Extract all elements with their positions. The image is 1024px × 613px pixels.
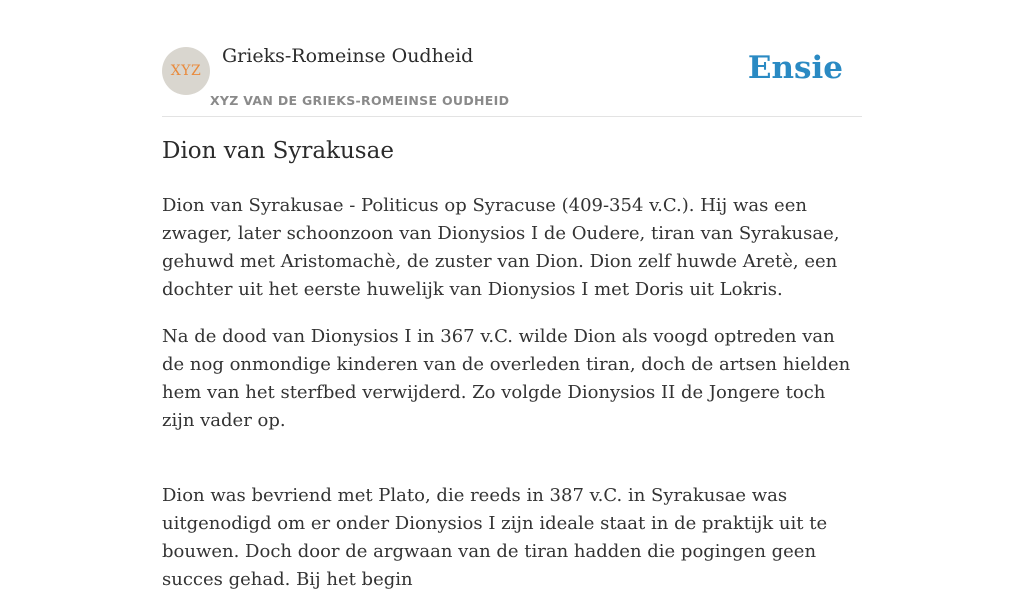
channel-header (162, 40, 862, 117)
article-paragraph: Dion van Syrakusae - Politicus op Syracuse (409-354 v.C.). Hij was een zwager, later schoonzoon van Dionysios I de Oudere, tiran van Syrakusae, gehuwd met Aristomachè, de zuster van Dion. Dion zelf huwde Aretè, een dochter uit het eerste huwelijk van Dionysios I met Doris uit Lokris. (162, 195, 840, 300)
brand-logo[interactable]: Ensie (747, 50, 843, 86)
article-paragraph: Dion was bevriend met Plato, die reeds in 387 v.C. in Syrakusae was uitgenodigd om er onder Dionysios I zijn ideale staat in de praktijk uit te bouwen. Doch door de argwaan van de tiran hadden die pogingen geen succes gehad. Bij het begin (162, 485, 828, 590)
channel-subtitle[interactable]: XYZ VAN DE GRIEKS-ROMEINSE OUDHEID (210, 93, 510, 108)
paragraph-spacer (162, 454, 862, 482)
avatar[interactable]: XYZ (162, 47, 210, 95)
article-body (162, 192, 862, 613)
article-title: Dion van Syrakusae (162, 138, 394, 164)
channel-title[interactable]: Grieks-Romeinse Oudheid (222, 45, 474, 67)
article-paragraph: Na de dood van Dionysios I in 367 v.C. wilde Dion als voogd optreden van de nog onmondige kinderen van de overleden tiran, doch de artsen hielden hem van het sterfbed verwijderd. Zo volgde Dionysios II de Jongere toch zijn vader op. (162, 326, 851, 431)
